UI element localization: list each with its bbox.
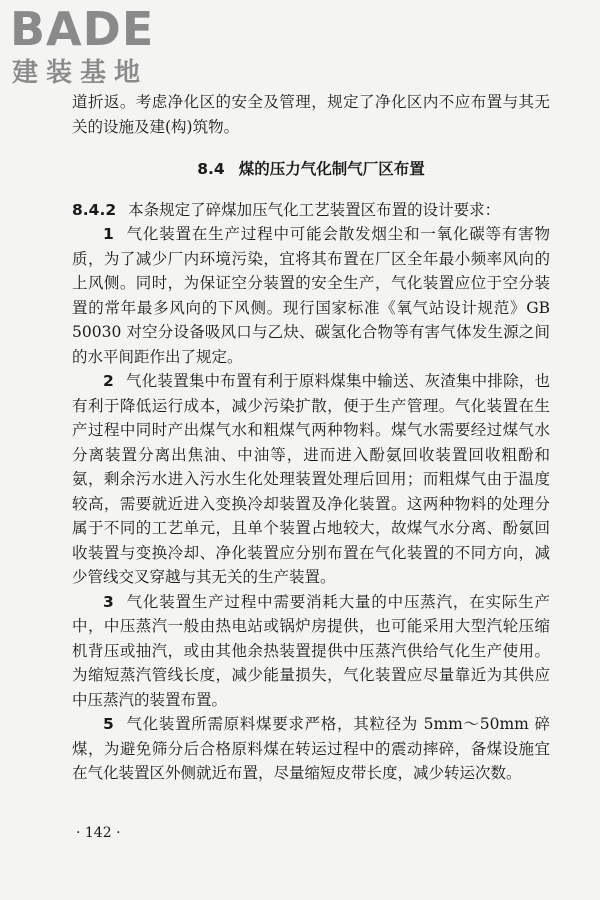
continuation-paragraph: 道折返。考虑净化区的安全及管理，规定了净化区内不应布置与其无关的设施及建(构)筑物。	[72, 93, 550, 136]
item-number: 5	[103, 715, 114, 733]
item-paragraph	[72, 590, 550, 713]
section-title: 煤的压力气化制气厂区布置	[238, 160, 425, 178]
item-text: 气化装置生产过程中需要消耗大量的中压蒸汽，在实际生产中，中压蒸汽一般由热电站或锅炉房提供，也可能采用大型汽轮压缩机背压或抽汽，或由其他余热装置提供中压蒸汽供给气化生产使用。为缩短蒸汽管线长度，减少能量损失，气化装置应尽量靠近为其供应中压蒸汽的装置布置。	[72, 592, 550, 709]
clause-paragraph	[72, 198, 550, 223]
logo-mark: BADE	[10, 2, 155, 56]
item-paragraph	[72, 369, 550, 590]
bade-logo	[10, 4, 180, 92]
item-paragraph	[72, 712, 550, 786]
item-text: 气化装置集中布置有利于原料煤集中输送、灰渣集中排除，也有利于降低运行成本，减少污染扩散，便于生产管理。气化装置在生产过程中同时产出煤气水和粗煤气两种物料。煤气水需要经过煤气水分离装置分离出焦油、中油等，进而进入酚氨回收装置回收粗酚和氨，剩余污水进入污水生化处理装置处理后回用；而粗煤气由于温度较高，需要就近进入变换冷却装置及净化装置。这两种物料的处理分属于不同的工艺单元，且单个装置占地较大，故煤气水分离、酚氨回收装置与变换冷却、净化装置应分别布置在气化装置的不同方向，减少管线交叉穿越与其无关的生产装置。	[72, 372, 550, 586]
item-text: 气化装置在生产过程中可能会散发烟尘和一氧化碳等有害物质，为了减少厂内环境污染，宜将其布置在厂区全年最小频率风向的上风侧。同时，为保证空分装置的安全生产，气化装置应位于空分装置的常年最多风向的下风侧。现行国家标准《氧气站设计规范》GB 50030 对空分设备吸风口与乙炔、碳氢化合物等有害气体发生源之间的水平间距作出了规定。	[72, 225, 550, 366]
item-number: 1	[103, 225, 114, 243]
page-content	[72, 90, 550, 786]
item-text: 气化装置所需原料煤要求严格，其粒径为 5mm～50mm 碎煤，为避免筛分后合格原料煤在转运过程中的震动摔碎，备煤设施宜在气化装置区外侧就近布置，尽量缩短皮带长度，减少转运次数。	[72, 715, 550, 782]
item-number: 3	[103, 592, 114, 611]
clause-number: 8.4.2	[72, 200, 117, 219]
logo-subtitle: 建装基地	[12, 58, 149, 88]
section-number: 8.4	[197, 160, 225, 178]
page-number: · 142 ·	[76, 825, 121, 841]
clause-intro: 本条规定了碎煤加压气化工艺装置区布置的设计要求：	[128, 200, 501, 219]
section-heading	[72, 157, 550, 182]
item-number: 2	[103, 372, 114, 390]
item-paragraph	[72, 222, 550, 369]
